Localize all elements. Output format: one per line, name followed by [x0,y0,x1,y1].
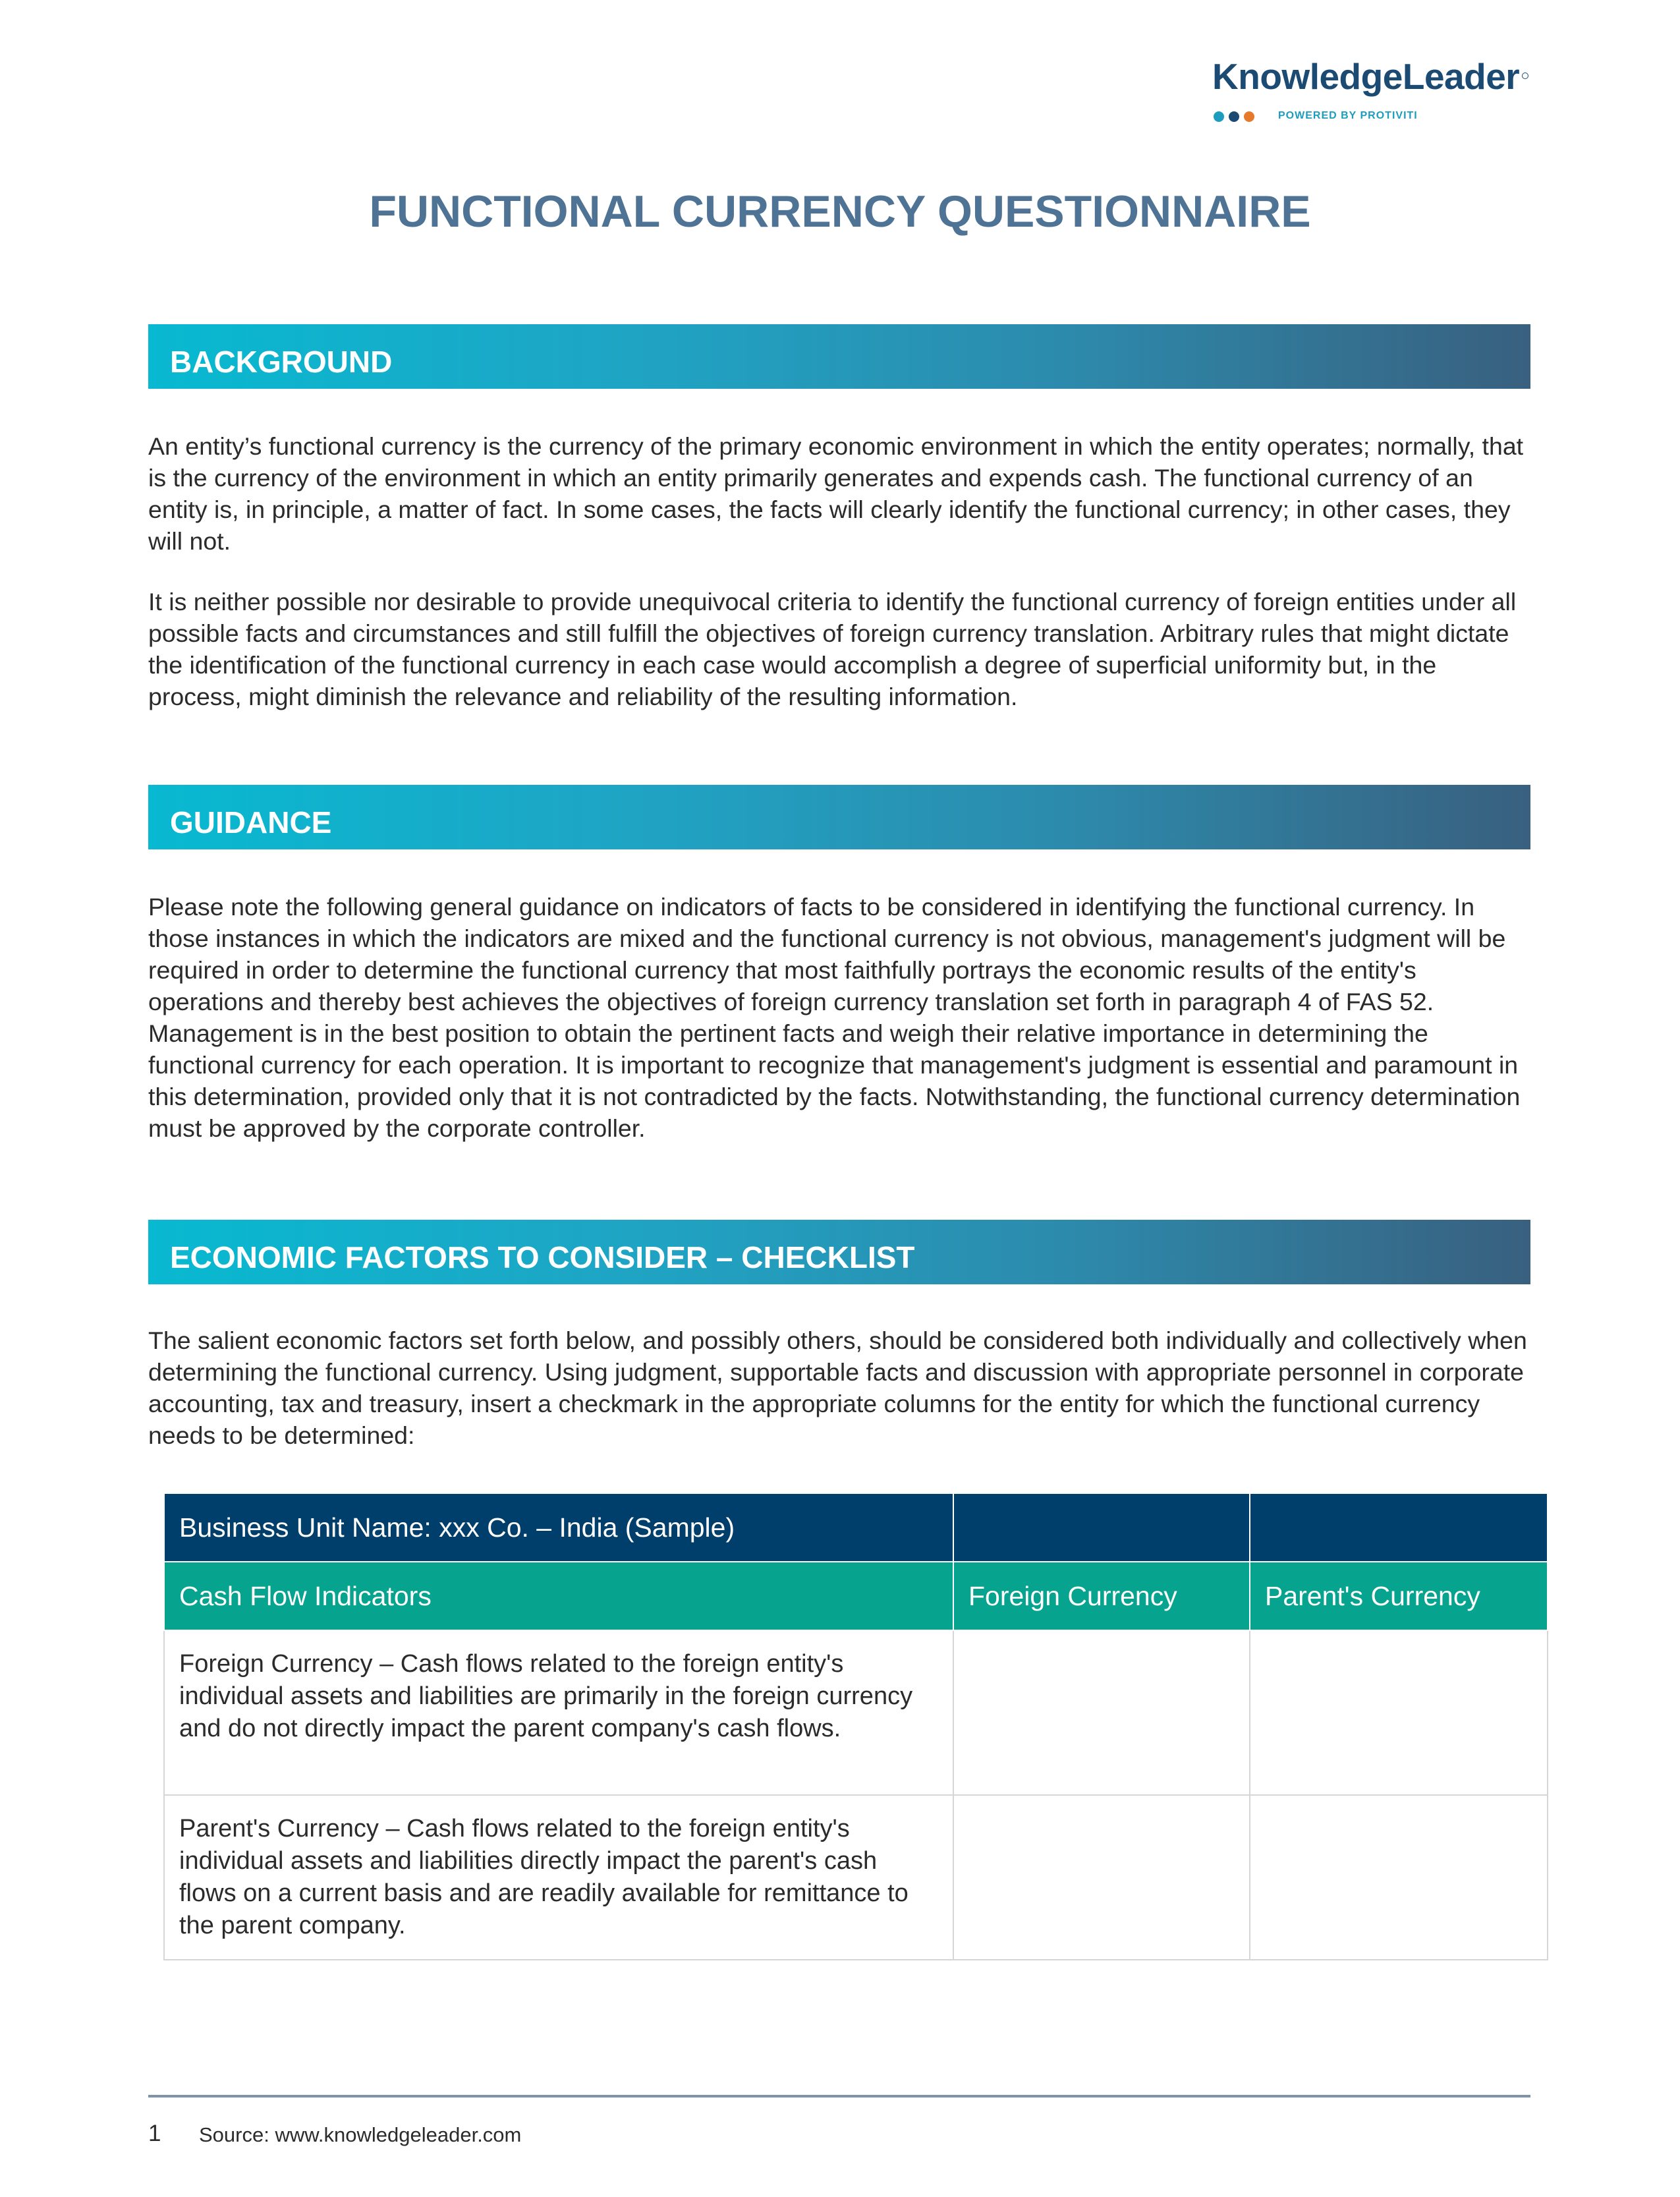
footer-source: Source: www.knowledgeleader.com [199,2123,522,2146]
footer-divider [148,2095,1530,2097]
section-heading-background: BACKGROUND [170,345,393,379]
page-number: 1 [148,2121,161,2146]
logo-dot-icon [1244,111,1254,122]
parents-currency-check-cell[interactable] [1250,1630,1548,1795]
foreign-currency-check-cell[interactable] [953,1630,1250,1795]
section-bar-checklist [148,1220,1530,1284]
business-unit-blank-cell [1250,1493,1548,1562]
table-row [164,1795,1548,1960]
background-paragraph-1: An entity’s functional currency is the currency of the primary economic environment in which the entity operates; normally, that is the currency of the environment in which an entity primarily generates and expends cash. The functional currency of an entity is, in principle, a matter of fact. In some cases, the facts will clearly identify the functional currency; in other cases, they will not. [148,432,1524,555]
section-heading-checklist: ECONOMIC FACTORS TO CONSIDER – CHECKLIST [170,1240,915,1274]
foreign-currency-check-cell[interactable] [953,1795,1250,1960]
logo-dots-icon [1214,111,1265,122]
guidance-paragraph: Please note the following general guidance on indicators of facts to be considered in identifying the functional currency. In those instances in which the indicators are mixed and the functional currency is not obvious, management's judgment will be required in order to determine the functional currency that most faithfully portrays the economic results of the entity's operations and thereby best achieves the objectives of foreign currency translation set forth in paragraph 4 of FAS 52. Management is in the best position to obtain the pertinent facts and weigh their relative importance in determining the functional currency for each operation. It is important to recognize that management's judgment is essential and paramount in this determination, provided only that it is not contradicted by the facts. Notwithstanding, the functional currency determination must be approved by the corporate controller. [148,893,1521,1142]
section-bar-guidance [148,785,1530,849]
indicator-text: Parent's Currency – Cash flows related to the foreign entity's individual assets and liabilities directly impact the parent's cash flows on a current basis and are readily available for remittance to the parent company. [164,1795,953,1960]
table-row [164,1630,1548,1795]
header-foreign-currency: Foreign Currency [953,1562,1250,1630]
cash-flow-checklist-table [163,1493,1548,1960]
section-heading-guidance: GUIDANCE [170,805,332,840]
business-unit-blank-cell [953,1493,1250,1562]
header-cash-flow-indicators: Cash Flow Indicators [164,1562,953,1630]
indicator-text: Foreign Currency – Cash flows related to the foreign entity's individual assets and liabilities are primarily in the foreign currency and do not directly impact the parent company's cash flows. [164,1630,953,1795]
parents-currency-check-cell[interactable] [1250,1795,1548,1960]
logo-dot-icon [1229,111,1239,122]
logo-tagline: POWERED BY PROTIVITI [1278,110,1418,121]
checklist-intro-paragraph: The salient economic factors set forth below, and possibly others, should be considered both individually and collectively when determining the functional currency. Using judgment, supportable facts and discussion with appropriate personnel in corporate accounting, tax and treasury, insert a checkmark in the appropriate columns for the entity for which the functional currency needs to be determined: [148,1327,1527,1449]
knowledgeleader-logo [1212,55,1528,128]
table-header-row [164,1562,1548,1630]
logo-dot-icon [1214,111,1224,122]
business-unit-name: Business Unit Name: xxx Co. – India (Sample) [164,1493,953,1562]
header-parents-currency: Parent's Currency [1250,1562,1548,1630]
background-paragraph-2: It is neither possible nor desirable to provide unequivocal criteria to identify the functional currency of foreign entities under all possible facts and circumstances and still fulfill the objectives of foreign currency translation. Arbitrary rules that might dictate the identification of the functional currency in each case would accomplish a degree of superficial uniformity but, in the process, might diminish the relevance and reliability of the resulting information. [148,588,1517,710]
logo-wordmark: KnowledgeLeader [1212,56,1520,97]
registered-mark-icon [1522,72,1528,79]
document-title: FUNCTIONAL CURRENCY QUESTIONNAIRE [369,186,1311,237]
business-unit-row [164,1493,1548,1562]
section-bar-background [148,324,1530,389]
